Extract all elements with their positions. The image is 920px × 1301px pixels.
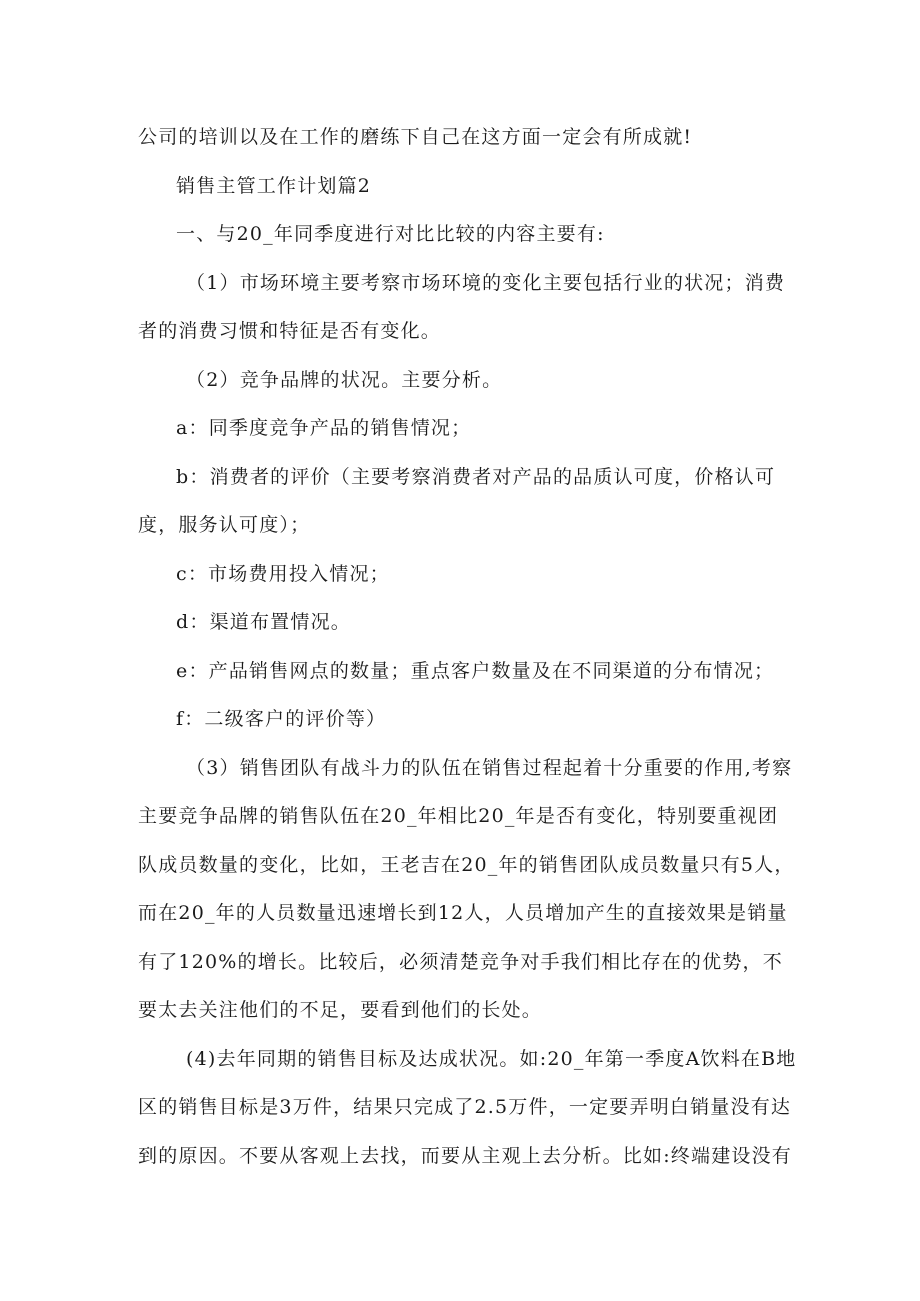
paragraph-item-1-market: （1）市场环境主要考察市场环境的变化主要包括行业的状况；消费者的消费习惯和特征是否有变化。 xyxy=(138,271,786,342)
document-body xyxy=(138,113,798,1180)
section-title: 销售主管工作计划篇2 xyxy=(176,174,372,197)
paragraph-item-4-last-year-targets: (4)去年同期的销售目标及达成状况。如:20_年第一季度A饮料在B地区的销售目标是3万件，结果只完成了2.5万件，一定要弄明白销量没有达到的原因。不要从客观上去找，而要从主观上去分析。比如:终端建设没有 xyxy=(138,1047,797,1167)
paragraph-sub-e: e：产品销售网点的数量；重点客户数量及在不同渠道的分布情况； xyxy=(176,659,775,682)
paragraph-comparison-heading: 一、与20_年同季度进行对比比较的内容主要有: xyxy=(176,223,605,245)
paragraph-sub-f: f：二级客户的评价等） xyxy=(176,708,387,730)
paragraph-sub-b: b：消费者的评价（主要考察消费者对产品的品质认可度，价格认可度，服务认可度）； xyxy=(138,465,776,536)
paragraph-sub-d: d：渠道布置情况。 xyxy=(176,611,351,633)
paragraph-item-2-competition: （2）竞争品牌的状况。主要分析。 xyxy=(186,368,503,391)
paragraph-item-3-sales-team: （3）销售团队有战斗力的队伍在销售过程起着十分重要的作用,考察主要竞争品牌的销售队伍在20_年相比20_年是否有变化，特别要重视团队成员数量的变化，比如，王老吉在20_年的销售团队成员数量只有5人，而在20_年的人员数量迅速增长到12人，人员增加产生的直接效果是销量有了120%的增长。比较后，必须清楚竞争对手我们相比存在的优势，不要太去关注他们的不足，要看到他们的长处。 xyxy=(138,756,795,1021)
paragraph-sub-a: a：同季度竞争产品的销售情况； xyxy=(176,417,472,439)
paragraph-sub-c: c：市场费用投入情况； xyxy=(176,562,390,585)
paragraph-closing-line: 公司的培训以及在工作的磨练下自己在这方面一定会有所成就! xyxy=(138,126,693,148)
